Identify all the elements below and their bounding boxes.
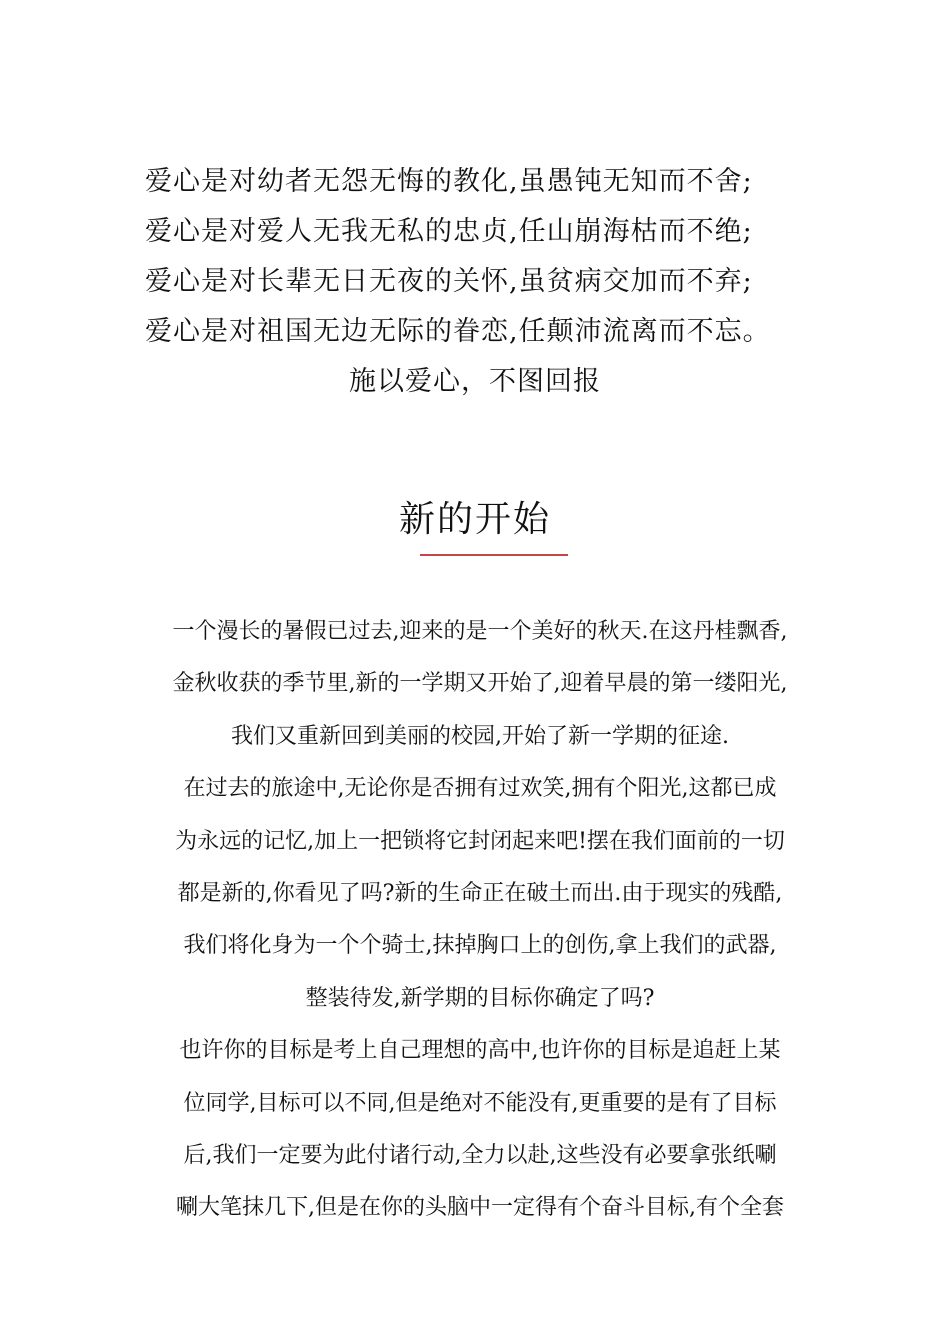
body-line: 在过去的旅途中,无论你是否拥有过欢笑,拥有个阳光,这都已成 (183, 776, 777, 802)
body-line: 唰大笔抹几下,但是在你的头脑中一定得有个奋斗目标,有个全套 (176, 1195, 784, 1221)
poem-block (145, 157, 825, 357)
body-line: 一个漫长的暑假已过去,迎来的是一个美好的秋天.在这丹桂飘香, (172, 619, 788, 644)
poem-line: 爱心是对祖国无边无际的眷恋,任颠沛流离而不忘。 (145, 316, 771, 347)
body-line: 也许你的目标是考上自己理想的高中,也许你的目标是追赶上某 (179, 1038, 781, 1064)
body-line: 为永远的记忆,加上一把锁将它封闭起来吧!摆在我们面前的一切 (175, 828, 785, 854)
poem-line: 爱心是对长辈无日无夜的关怀,虽贫病交加而不弃; (145, 266, 753, 297)
title-underline (420, 554, 568, 556)
poem-line: 爱心是对爱人无我无私的忠贞,任山崩海枯而不绝; (145, 216, 753, 247)
body-line: 后,我们一定要为此付诸行动,全力以赴,这些没有必要拿张纸唰 (183, 1142, 777, 1168)
poem-line: 爱心是对幼者无怨无悔的教化,虽愚钝无知而不舍; (145, 166, 753, 197)
body-line: 金秋收获的季节里,新的一学期又开始了,迎着早晨的第一缕阳光, (172, 671, 788, 697)
article-title: 新的开始 (398, 499, 551, 540)
body-line: 都是新的,你看见了吗?新的生命正在破土而出.由于现实的残酷, (177, 880, 783, 906)
body-line: 整装待发,新学期的目标你确定了吗? (305, 985, 655, 1011)
poem-closing: 施以爱心，不图回报 (349, 366, 601, 397)
body-line: 我们将化身为一个个骑士,抹掉胸口上的创伤,拿上我们的武器, (183, 933, 777, 959)
body-line: 我们又重新回到美丽的校园,开始了新一学期的征途. (231, 723, 729, 749)
article-body (140, 606, 820, 1235)
body-line: 位同学,目标可以不同,但是绝对不能没有,更重要的是有了目标 (183, 1090, 777, 1116)
